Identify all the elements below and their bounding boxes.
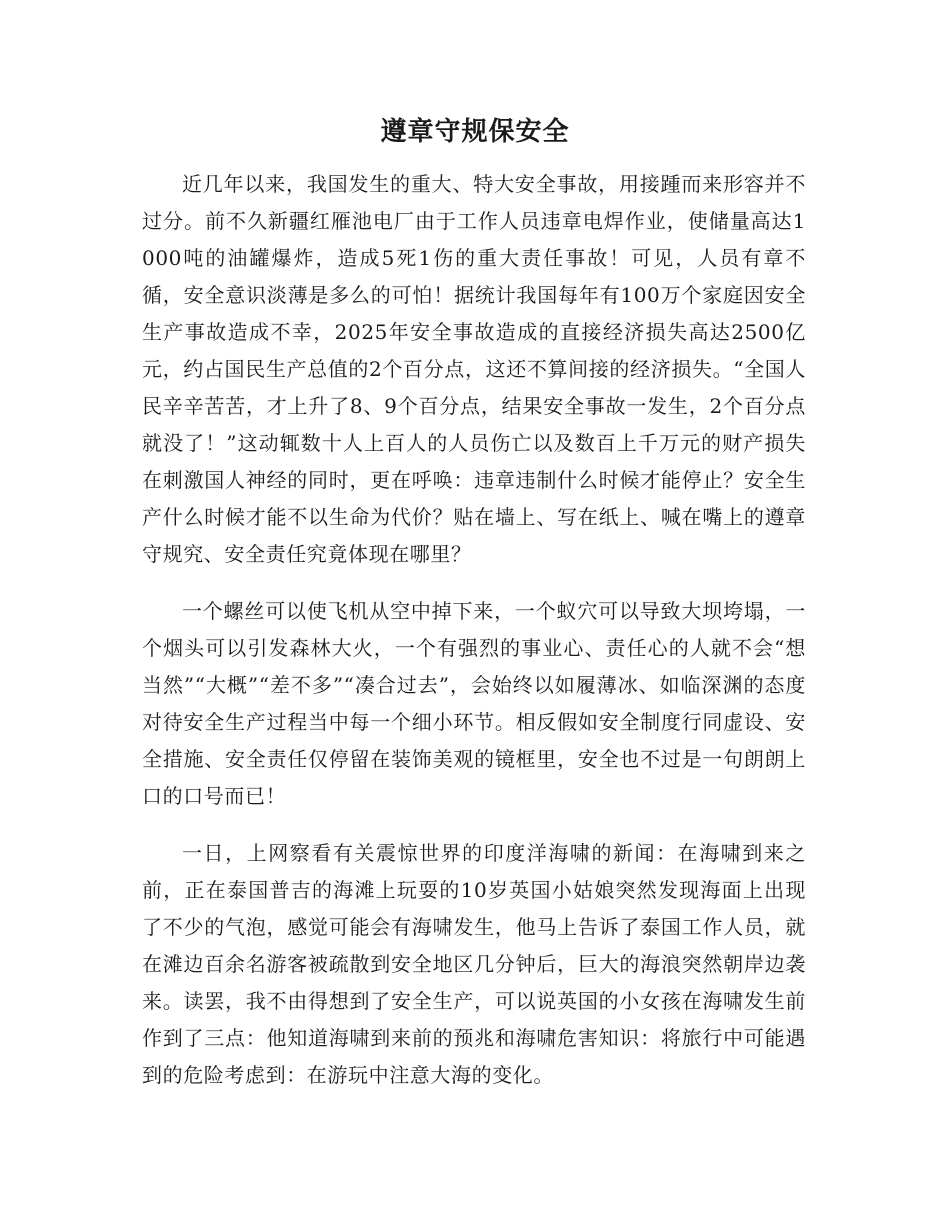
paragraph-3: 一日，上网察看有关震惊世界的印度洋海啸的新闻：在海啸到来之前，正在泰国普吉的海滩上玩耍的10岁英国小姑娘突然发现海面上出现了不少的气泡，感觉可能会有海啸发生，他马上告诉了泰国工作人员，就在滩边百余名游客被疏散到安全地区几分钟后，巨大的海浪突然朝岸边袭来。读罢，我不由得想到了安全生产，可以说英国的小女孩在海啸发生前作到了三点：他知道海啸到来前的预兆和海啸危害知识：将旅行中可能遇到的危险考虑到：在游玩中注意大海的变化。 (142, 841, 806, 1087)
document-body (142, 166, 806, 1114)
paragraph-2: 一个螺丝可以使飞机从空中掉下来，一个蚁穴可以导致大坝垮塌，一个烟头可以引发森林大火，一个有强烈的事业心、责任心的人就不会“想当然”“大概”“差不多”“凑合过去”，会始终以如履薄冰、如临深渊的态度对待安全生产过程当中每一个细小环节。相反假如安全制度行同虚设、安全措施、安全责任仅停留在装饰美观的镜框里，安全也不过是一句朗朗上口的口号而已！ (142, 599, 806, 808)
paragraph-1: 近几年以来，我国发生的重大、特大安全事故，用接踵而来形容并不过分。前不久新疆红雁池电厂由于工作人员违章电焊作业，使储量高达1000吨的油罐爆炸，造成5死1伤的重大责任事故！可见，人员有章不循，安全意识淡薄是多么的可怕！据统计我国每年有100万个家庭因安全生产事故造成不幸，2025年安全事故造成的直接经济损失高达2500亿元，约占国民生产总值的2个百分点，这还不算间接的经济损失。“全国人民辛辛苦苦，才上升了8、9个百分点，结果安全事故一发生，2个百分点就没了！”这动辄数十人上百人的人员伤亡以及数百上千万元的财产损失在刺激国人神经的同时，更在呼唤：违章违制什么时候才能停止？安全生产什么时候才能不以生命为代价？贴在墙上、写在纸上、喊在嘴上的遵章守规究、安全责任究竟体现在哪里？ (142, 172, 806, 566)
document-title: 遵章守规保安全 (380, 117, 570, 147)
